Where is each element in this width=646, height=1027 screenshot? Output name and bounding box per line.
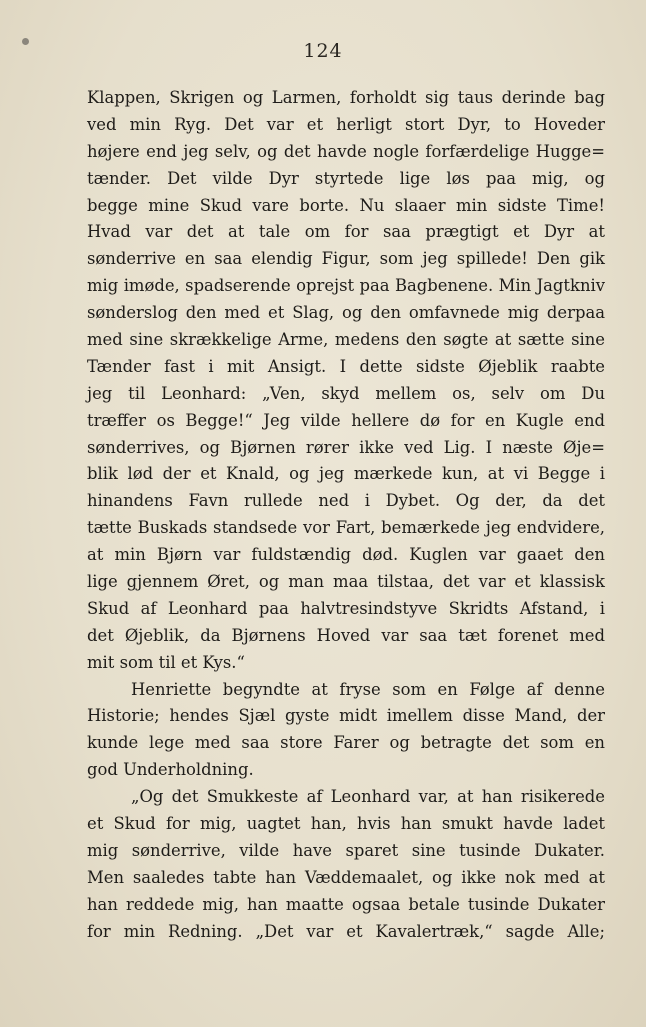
text-line: det Øjeblik, da Bjørnens Hoved var saa tæt forenet med bbox=[87, 625, 605, 645]
text-line: sønderrives, og Bjørnen rører ikke ved Lig. I næste Øje= bbox=[87, 437, 605, 457]
paragraph-end-line: god Underholdning. bbox=[87, 760, 254, 780]
text-line: Skud af Leonhard paa halvtresindstyve Skridts Afstand, i bbox=[87, 598, 605, 618]
text-line: for min Redning. „Det var et Kavalertræk,“ sagde Alle; bbox=[87, 921, 605, 941]
text-line: Historie; hendes Sjæl gyste midt imellem disse Mand, der bbox=[87, 706, 605, 726]
text-line: blik lød der et Knald, og jeg mærkede kun, at vi Begge i bbox=[87, 464, 605, 484]
text-line: med sine skrækkelige Arme, medens den søgte at sætte sine bbox=[87, 330, 605, 350]
text-line: mig sønderrive, vilde have sparet sine tusinde Dukater. bbox=[87, 840, 605, 860]
text-line: træffer os Begge!“ Jeg vilde hellere dø for en Kugle end bbox=[87, 410, 605, 430]
text-line: Hvad var det at tale om for saa prægtigt et Dyr at bbox=[87, 222, 605, 242]
text-line: han reddede mig, han maatte ogsaa betale tusinde Dukater bbox=[87, 894, 605, 914]
text-line: lige gjennem Øret, og man maa tilstaa, det var et klassisk bbox=[87, 572, 605, 592]
text-line: at min Bjørn var fuldstændig død. Kuglen var gaaet den bbox=[87, 545, 605, 565]
text-line: ved min Ryg. Det var et herligt stort Dyr, to Hoveder bbox=[87, 114, 605, 134]
text-line: sønderslog den med et Slag, og den omfavnede mig derpaa bbox=[87, 303, 605, 323]
page-number: 124 bbox=[303, 40, 343, 62]
text-line: tænder. Det vilde Dyr styrtede lige løs paa mig, og bbox=[87, 168, 605, 188]
text-line: sønderrive en saa elendig Figur, som jeg spillede! Den gik bbox=[87, 249, 605, 269]
paragraph-end-line: mit som til et Kys.“ bbox=[87, 652, 245, 672]
text-line: Klappen, Skrigen og Larmen, forholdt sig taus derinde bag bbox=[87, 88, 605, 107]
body-text bbox=[87, 85, 605, 946]
text-line: mig imøde, spadserende oprejst paa Bagbenene. Min Jagtkniv bbox=[87, 276, 605, 296]
text-line: et Skud for mig, uagtet han, hvis han smukt havde ladet bbox=[87, 814, 605, 834]
text-line: Men saaledes tabte han Væddemaalet, og ikke nok med at bbox=[87, 867, 605, 887]
paragraph-start-line: Henriette begyndte at fryse som en Følge af denne bbox=[131, 679, 605, 699]
text-line: jeg til Leonhard: „Ven, skyd mellem os, selv om Du bbox=[87, 383, 605, 403]
text-line: tætte Buskads standsede vor Fart, bemærkede jeg endvidere, bbox=[87, 518, 605, 538]
text-line: hinandens Favn rullede ned i Dybet. Og der, da det bbox=[87, 491, 605, 511]
text-line: højere end jeg selv, og det havde nogle forfærdelige Hugge= bbox=[87, 141, 605, 161]
text-line: begge mine Skud vare borte. Nu slaaer min sidste Time! bbox=[87, 195, 605, 215]
paragraph-start-line: „Og det Smukkeste af Leonhard var, at han risikerede bbox=[131, 787, 605, 807]
text-line: kunde lege med saa store Farer og betragte det som en bbox=[87, 733, 605, 753]
text-line: Tænder fast i mit Ansigt. I dette sidste Øjeblik raabte bbox=[87, 356, 605, 376]
